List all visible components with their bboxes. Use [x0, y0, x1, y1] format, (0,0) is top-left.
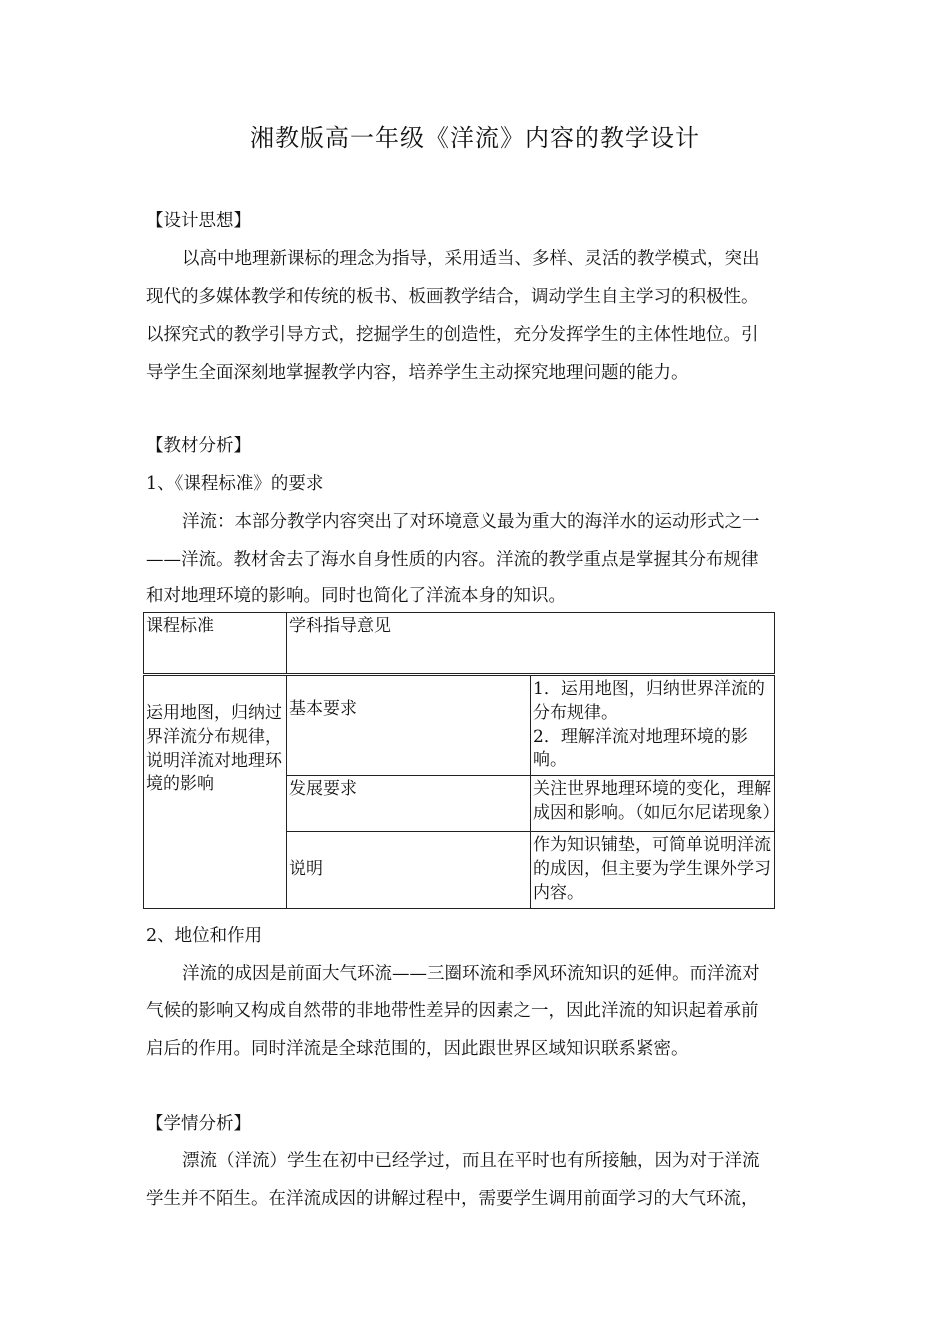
table-header-guidance: 学科指导意见 — [287, 613, 775, 675]
analysis-paragraph-line: 启后的作用。同时洋流是全球范围的，因此跟世界区域知识联系紧密。 — [146, 1039, 689, 1059]
design-line: 导学生全面深刻地掌握教学内容，培养学生主动探究地理问题的能力。 — [146, 363, 689, 383]
table-row-label: 基本要求 — [287, 675, 531, 776]
design-line: 以探究式的教学引导方式，挖掘学生的创造性，充分发挥学生的主体性地位。引 — [146, 325, 759, 345]
analysis-heading: 【教材分析】 — [146, 436, 251, 456]
table-row-content: 1．运用地图，归纳世界洋流的分布规律。 2．理解洋流对地理环境的影响。 — [531, 675, 775, 776]
table-row-label: 发展要求 — [287, 776, 531, 832]
table-header-standard: 课程标准 — [144, 613, 287, 675]
learner-line: 学生并不陌生。在洋流成因的讲解过程中，需要学生调用前面学习的大气环流， — [146, 1189, 759, 1209]
analysis-subheading: 2、地位和作用 — [146, 926, 263, 946]
analysis-paragraph-line: ——洋流。教材舍去了海水自身性质的内容。洋流的教学重点是掌握其分布规律 — [146, 550, 759, 570]
table-row-label: 说明 — [287, 832, 531, 908]
design-line: 以高中地理新课标的理念为指导，采用适当、多样、灵活的教学模式，突出 — [182, 249, 760, 269]
analysis-paragraph-line: 气候的影响又构成自然带的非地带性差异的因素之一，因此洋流的知识起着承前 — [146, 1001, 759, 1021]
table-standard-cell: 运用地图，归纳过界洋流分布规律，说明洋流对地理环境的影响 — [144, 675, 287, 909]
document-title: 湘教版高一年级《洋流》内容的教学设计 — [250, 124, 700, 152]
analysis-subheading: 1、《课程标准》的要求 — [146, 474, 324, 494]
learner-heading: 【学情分析】 — [146, 1114, 251, 1134]
design-heading: 【设计思想】 — [146, 211, 251, 231]
standards-table — [143, 612, 780, 909]
design-line: 现代的多媒体教学和传统的板书、板画教学结合，调动学生自主学习的积极性。 — [146, 287, 759, 307]
analysis-paragraph-line: 和对地理环境的影响。同时也简化了洋流本身的知识。 — [146, 586, 566, 606]
table-row-content: 关注世界地理环境的变化，理解成因和影响。（如厄尔尼诺现象） — [531, 776, 775, 832]
learner-line: 漂流（洋流）学生在初中已经学过，而且在平时也有所接触，因为对于洋流 — [182, 1151, 760, 1171]
analysis-paragraph-line: 洋流：本部分教学内容突出了对环境意义最为重大的海洋水的运动形式之一 — [182, 512, 760, 532]
analysis-paragraph-line: 洋流的成因是前面大气环流——三圈环流和季风环流知识的延伸。而洋流对 — [182, 964, 760, 984]
table-row-content: 作为知识铺垫，可简单说明洋流的成因，但主要为学生课外学习内容。 — [531, 832, 775, 908]
